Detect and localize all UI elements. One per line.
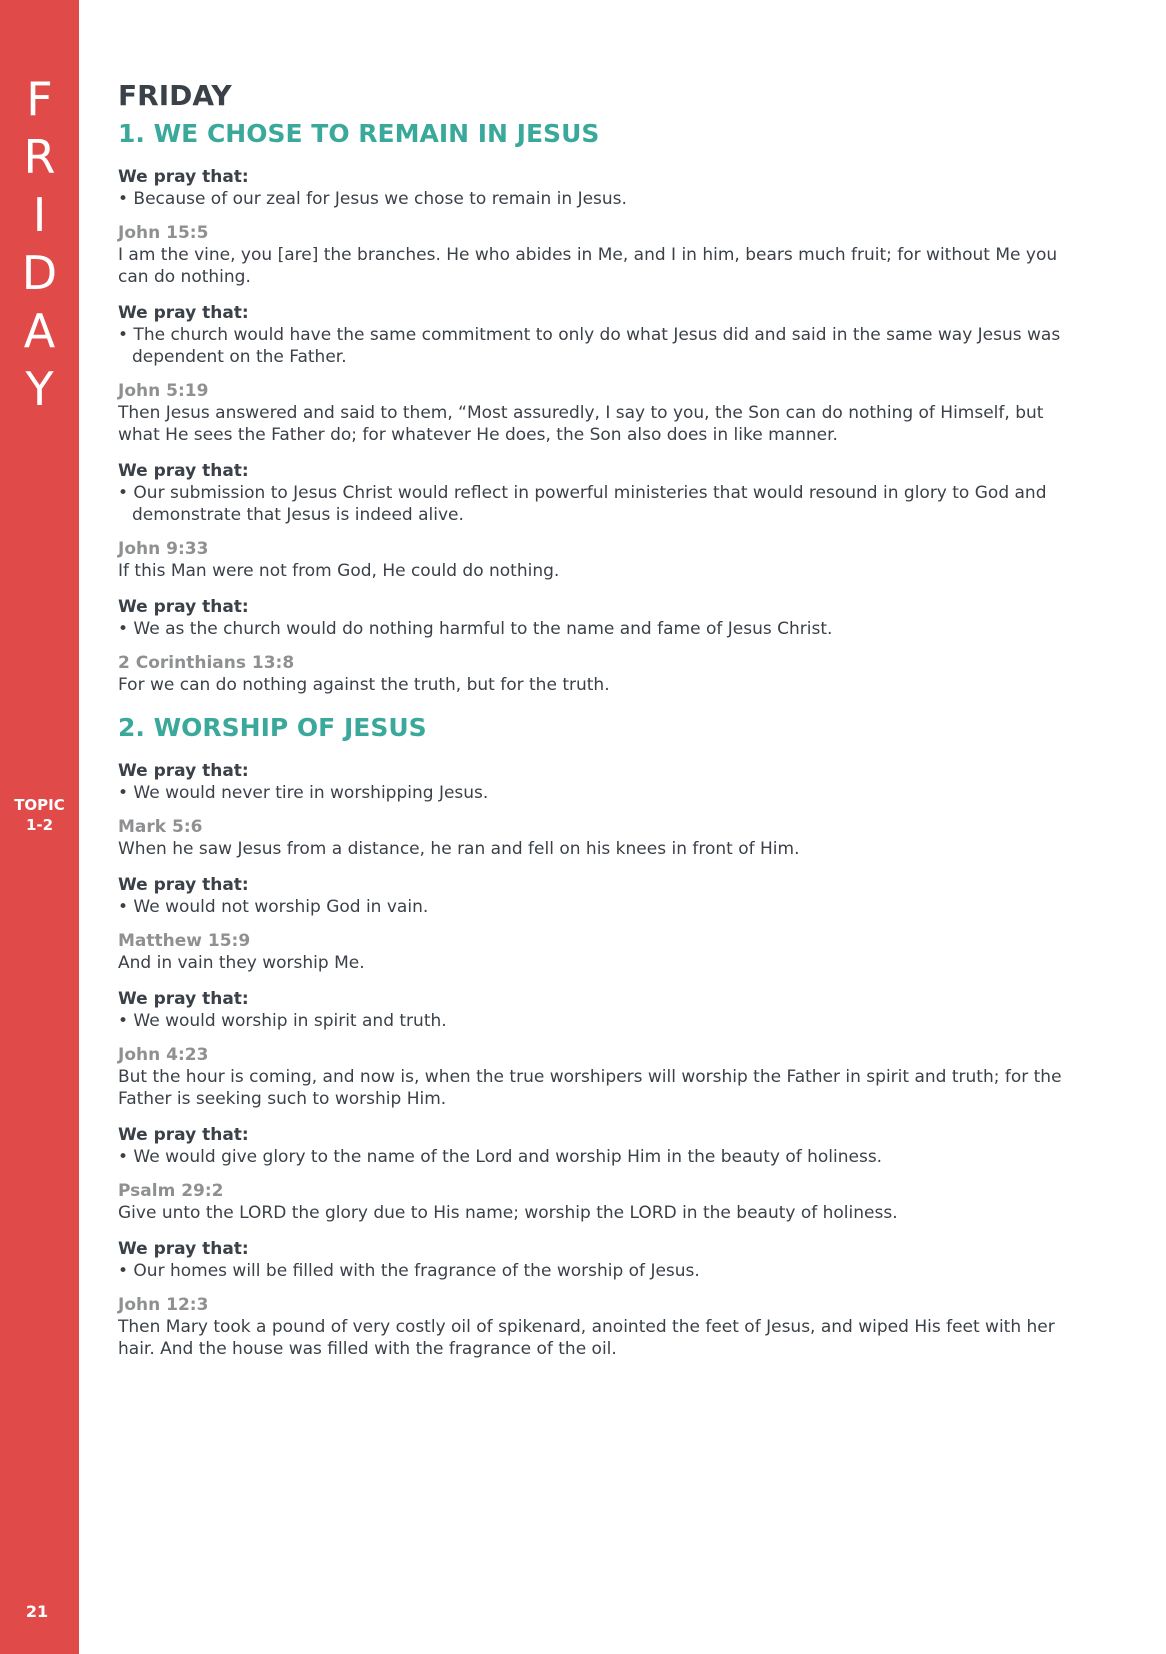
prayer-point — [118, 302, 1078, 368]
verse-reference: John 9:33 — [118, 539, 209, 559]
sidebar-letter: F — [26, 72, 53, 126]
sidebar-letter: D — [21, 246, 58, 300]
prayer-point — [118, 1124, 1078, 1168]
scripture — [118, 380, 1078, 446]
prayer-bullet: • We would give glory to the name of the Lord and worship Him in the beauty of holiness. — [118, 1147, 883, 1167]
page-number: 21 — [25, 1602, 49, 1621]
pray-label: We pray that: — [118, 1125, 249, 1145]
sidebar-letter: I — [32, 188, 47, 242]
verse-text: I am the vine, you [are] the branches. He who abides in Me, and I in him, bears much fruit; for without Me you can do nothing. — [118, 245, 1058, 287]
verse-text: And in vain they worship Me. — [118, 953, 365, 973]
scripture — [118, 816, 1078, 860]
topic-label — [0, 795, 79, 835]
pray-label: We pray that: — [118, 597, 249, 617]
pray-label: We pray that: — [118, 989, 249, 1009]
scripture — [118, 1180, 1078, 1224]
verse-reference: John 5:19 — [118, 381, 209, 401]
prayer-bullet: • We would never tire in worshipping Jesus. — [118, 783, 489, 803]
verse-reference: 2 Corinthians 13:8 — [118, 653, 295, 673]
prayer-bullet: • We as the church would do nothing harmful to the name and fame of Jesus Christ. — [118, 619, 833, 639]
prayer-point — [118, 596, 1078, 640]
sidebar-letter: A — [23, 304, 56, 358]
prayer-bullet: • We would not worship God in vain. — [118, 897, 429, 917]
section-heading: 2. WORSHIP OF JESUS — [118, 713, 427, 742]
prayer-bullet: • We would worship in spirit and truth. — [118, 1011, 447, 1031]
verse-text: Then Mary took a pound of very costly oil of spikenard, anointed the feet of Jesus, and wiped His feet with her hair. And the house was filled with the fragrance of the oil. — [118, 1317, 1055, 1359]
verse-text: Give unto the LORD the glory due to His name; worship the LORD in the beauty of holiness. — [118, 1203, 898, 1223]
scripture — [118, 1294, 1078, 1360]
verse-text: But the hour is coming, and now is, when the true worshipers will worship the Father in spirit and truth; for the Father is seeking such to worship Him. — [118, 1067, 1062, 1109]
prayer-point — [118, 1238, 1078, 1282]
section-heading: 1. WE CHOSE TO REMAIN IN JESUS — [118, 119, 600, 148]
verse-text: Then Jesus answered and said to them, “Most assuredly, I say to you, the Son can do nothing of Himself, but what He sees the Father do; for whatever He does, the Son also does in like manner. — [118, 403, 1044, 445]
scripture — [118, 652, 1078, 696]
verse-text: When he saw Jesus from a distance, he ran and fell on his knees in front of Him. — [118, 839, 800, 859]
prayer-point — [118, 874, 1078, 918]
scripture — [118, 930, 1078, 974]
verse-reference: John 12:3 — [118, 1295, 209, 1315]
scripture — [118, 1044, 1078, 1110]
prayer-point — [118, 166, 1078, 210]
verse-reference: John 15:5 — [118, 223, 209, 243]
pray-label: We pray that: — [118, 461, 249, 481]
sidebar-letter: Y — [25, 362, 54, 416]
verse-reference: Psalm 29:2 — [118, 1181, 224, 1201]
scripture — [118, 538, 1078, 582]
sidebar-letter: R — [23, 130, 56, 184]
prayer-bullet: • The church would have the same commitment to only do what Jesus did and said in the same way Jesus was dependent on the Father. — [118, 325, 1061, 367]
verse-reference: Mark 5:6 — [118, 817, 203, 837]
sidebar — [0, 0, 79, 1654]
prayer-point — [118, 460, 1078, 526]
prayer-bullet: • Our homes will be filled with the fragrance of the worship of Jesus. — [118, 1261, 700, 1281]
pray-label: We pray that: — [118, 303, 249, 323]
topic-range: 1-2 — [25, 816, 54, 834]
pray-label: We pray that: — [118, 761, 249, 781]
pray-label: We pray that: — [118, 875, 249, 895]
verse-text: If this Man were not from God, He could do nothing. — [118, 561, 560, 581]
topic-title: TOPIC — [14, 796, 65, 814]
pray-label: We pray that: — [118, 1239, 249, 1259]
verse-reference: John 4:23 — [118, 1045, 209, 1065]
pray-label: We pray that: — [118, 167, 249, 187]
prayer-point — [118, 988, 1078, 1032]
page-title: FRIDAY — [118, 79, 232, 112]
page-content — [118, 76, 1078, 1374]
scripture — [118, 222, 1078, 288]
verse-reference: Matthew 15:9 — [118, 931, 251, 951]
prayer-point — [118, 760, 1078, 804]
prayer-bullet: • Our submission to Jesus Christ would reflect in powerful ministeries that would resound in glory to God and demonstrate that Jesus is indeed alive. — [118, 483, 1047, 525]
prayer-bullet: • Because of our zeal for Jesus we chose to remain in Jesus. — [118, 189, 627, 209]
sidebar-day-letters — [0, 70, 79, 418]
verse-text: For we can do nothing against the truth, but for the truth. — [118, 675, 610, 695]
